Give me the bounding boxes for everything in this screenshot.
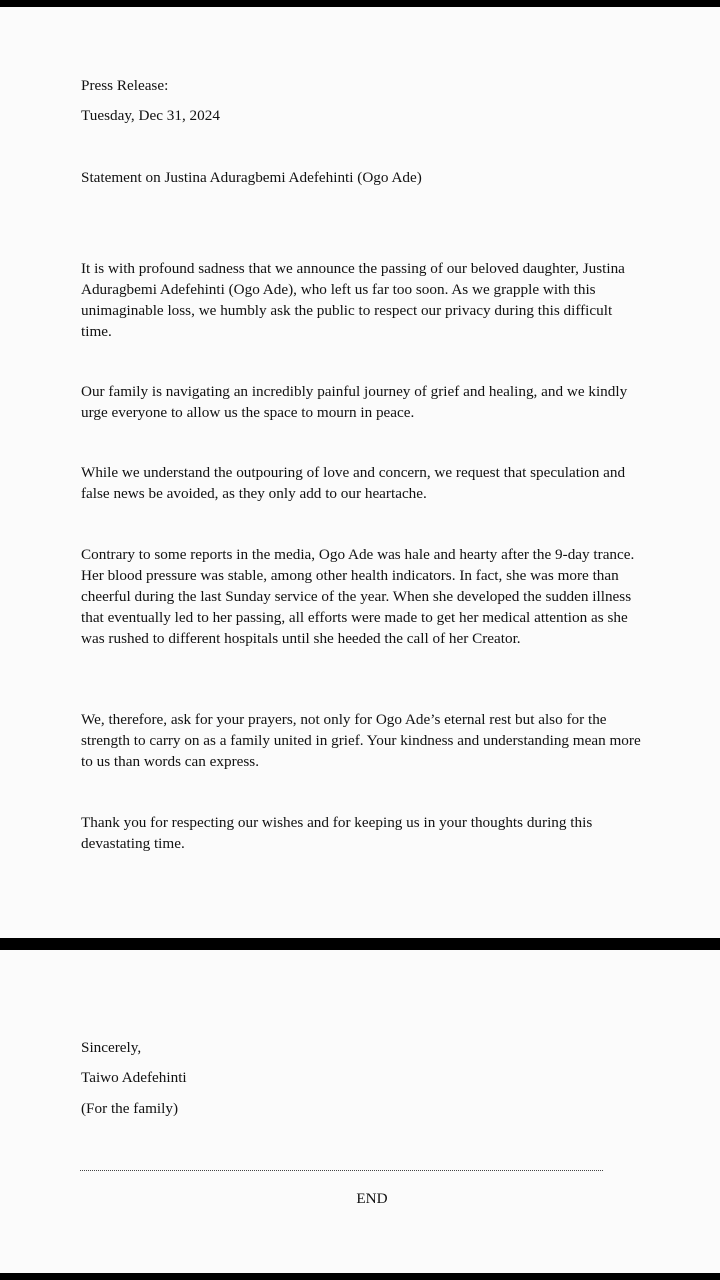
paragraph-announcement: It is with profound sadness that we announce the passing of our beloved daughter, Justina Aduragbemi Adefehinti (Ogo Ade), who left us far too soon. As we grapple with this unimaginable loss, we humbly ask the public to respect our privacy during this difficult time. — [81, 260, 625, 340]
closing-salutation: Sincerely, — [81, 1039, 142, 1056]
paragraph-speculation: While we understand the outpouring of love and concern, we request that speculation and false news be avoided, as they only add to our heartache. — [81, 464, 626, 502]
paragraph-thanks: Thank you for respecting our wishes and for keeping us in your thoughts during this devastating time. — [81, 814, 593, 852]
end-marker: END — [356, 1190, 388, 1207]
paragraph-grief: Our family is navigating an incredibly painful journey of grief and healing, and we kindly urge everyone to allow us the space to mourn in peace. — [81, 383, 628, 421]
signatory-role: (For the family) — [81, 1100, 179, 1117]
statement-subject: Statement on Justina Aduragbemi Adefehinti (Ogo Ade) — [81, 169, 422, 186]
dotted-separator — [80, 1170, 603, 1171]
release-date: Tuesday, Dec 31, 2024 — [81, 107, 220, 124]
paragraph-health-report: Contrary to some reports in the media, Ogo Ade was hale and hearty after the 9-day trance. Her blood pressure was stable, among other health indicators. In fact, she was more than cheerful during the last Sunday service of the year. When she developed the sudden illness that eventually led to her passing, all efforts were made to get her medical attention as she was rushed to different hospitals until she heeded the call of her Creator. — [81, 546, 635, 647]
signatory-name: Taiwo Adefehinti — [81, 1069, 187, 1086]
press-release-label: Press Release: — [81, 77, 169, 94]
paragraph-prayers: We, therefore, ask for your prayers, not only for Ogo Ade’s eternal rest but also for the strength to carry on as a family united in grief. Your kindness and understanding mean more to us than words can express. — [81, 711, 641, 770]
